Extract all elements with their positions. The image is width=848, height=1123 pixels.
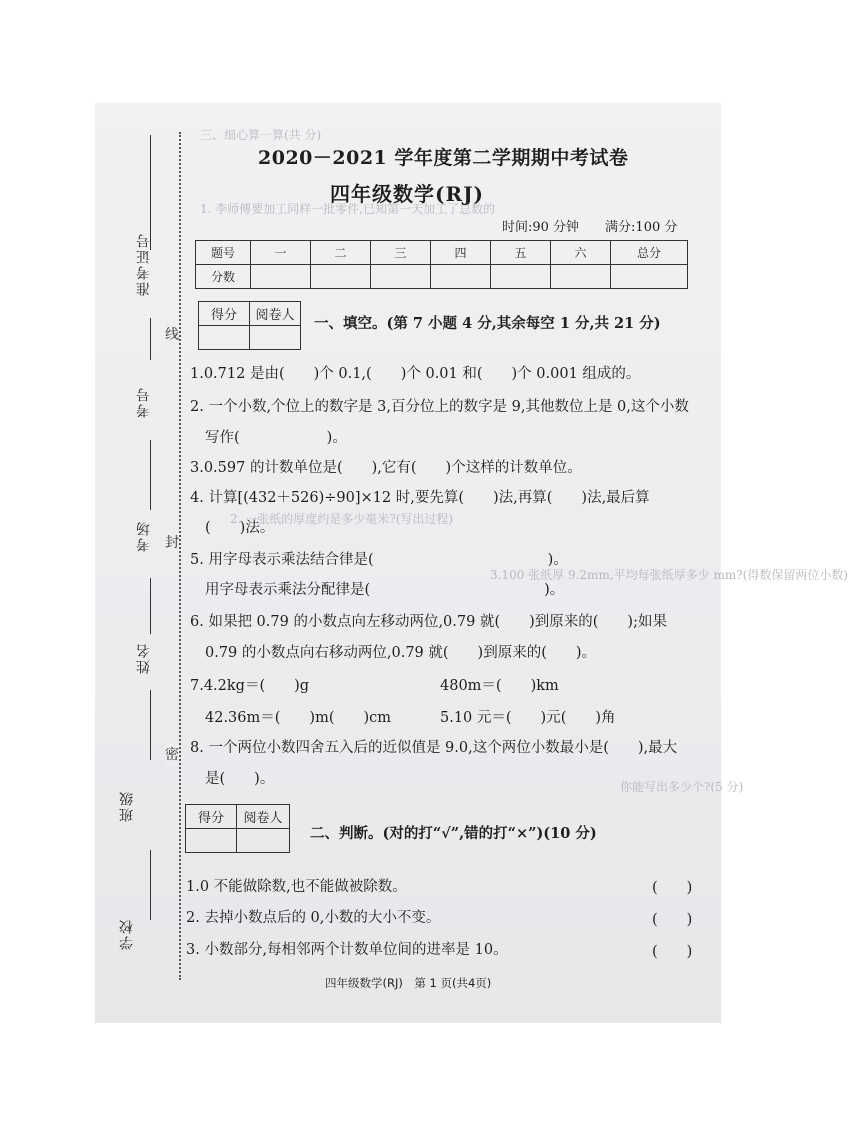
- question-2-1: 1.0 不能做除数,也不能做被除数。: [186, 879, 407, 895]
- question-1-7b-right: 5.10 元＝( )元( )角: [440, 710, 616, 726]
- section2-heading: 二、判断。(对的打“√”,错的打“×”)(10 分): [310, 825, 597, 842]
- grader-score-cell[interactable]: [199, 326, 250, 350]
- question-1-7a-right: 480m＝( )km: [440, 678, 559, 694]
- grader-box-section2: [185, 804, 290, 853]
- seat-line: [150, 318, 151, 360]
- seat-label: 考号: [136, 386, 152, 418]
- page-footer: 四年级数学(RJ) 第 1 页(共4页): [325, 976, 492, 990]
- grader-reviewer-cell[interactable]: [237, 829, 290, 853]
- score-input-cell[interactable]: [611, 265, 688, 289]
- question-1-7a-left: 7.4.2kg＝( )g: [190, 678, 310, 694]
- name-label: 姓名: [136, 642, 152, 674]
- answer-mark-2-3[interactable]: ( ): [652, 944, 693, 960]
- class-label: 班级: [119, 790, 135, 822]
- score-input-cell[interactable]: [491, 265, 551, 289]
- question-1-6b: 0.79 的小数点向右移动两位,0.79 就( )到原来的( )。: [205, 645, 597, 661]
- bleed-text: 2. 一张纸的厚度约是多少毫米?(写出过程): [230, 512, 454, 526]
- score-table-score-row: [196, 265, 688, 289]
- score-table-cell: 五: [491, 241, 551, 265]
- bleed-text: 三、细心算一算(共 分): [200, 128, 322, 142]
- score-table-cell: 一: [251, 241, 311, 265]
- question-1-4b: ( )法。: [205, 520, 275, 536]
- score-table-cell: 三: [371, 241, 431, 265]
- question-1-5a: 5. 用字母表示乘法结合律是( )。: [190, 552, 568, 568]
- bleed-text: 1. 李师傅要加工同样一批零件,已知第一天加工了总数的: [200, 202, 496, 216]
- question-1-7b-left: 42.36m＝( )m( )cm: [205, 710, 392, 726]
- question-1-4a: 4. 计算[(432＋526)÷90]×12 时,要先算( )法,再算( )法,最后算: [190, 490, 650, 506]
- score-table: [195, 240, 688, 289]
- score-table-cell: 四: [431, 241, 491, 265]
- seal-char-line: 线: [165, 322, 179, 346]
- exam-title: 2020－2021 学年度第二学期期中考试卷: [258, 147, 629, 169]
- section1-heading: 一、填空。(第 7 小题 4 分,其余每空 1 分,共 21 分): [314, 315, 661, 332]
- question-1-3: 3.0.597 的计数单位是( ),它有( )个这样的计数单位。: [190, 460, 582, 476]
- answer-mark-2-2[interactable]: ( ): [652, 912, 693, 928]
- grader-score-label: 得分: [199, 302, 250, 326]
- score-table-cell: 六: [551, 241, 611, 265]
- question-1-2a: 2. 一个小数,个位上的数字是 3,百分位上的数字是 9,其他数位上是 0,这个小数: [190, 399, 689, 415]
- bleed-text: 3.100 张纸厚 9.2mm,平均每张纸厚多少 mm?(得数保留两位小数): [490, 568, 848, 582]
- score-table-cell: 分数: [196, 265, 251, 289]
- grader-box-section1: [198, 301, 301, 350]
- bleed-text: 你能写出多少个?(5 分): [620, 780, 744, 794]
- exam-subtitle: 四年级数学(RJ): [330, 182, 485, 206]
- seal-char-dense: 密: [165, 742, 179, 766]
- seal-char-seal: 封: [165, 530, 179, 554]
- grader-reviewer-label: 阅卷人: [250, 302, 301, 326]
- question-2-2: 2. 去掉小数点后的 0,小数的大小不变。: [186, 910, 441, 926]
- score-table-cell: 题号: [196, 241, 251, 265]
- grader-reviewer-label: 阅卷人: [237, 805, 290, 829]
- question-2-3: 3. 小数部分,每相邻两个计数单位间的进率是 10。: [186, 942, 508, 958]
- ticket-label: 准考证号: [136, 232, 152, 296]
- school-line: [150, 850, 151, 920]
- school-label: 学校: [119, 918, 135, 950]
- question-1-8a: 8. 一个两位小数四舍五入后的近似值是 9.0,这个两位小数最小是( ),最大: [190, 740, 678, 756]
- class-line: [150, 690, 151, 760]
- grader-score-cell[interactable]: [186, 829, 237, 853]
- room-label: 考场: [136, 520, 152, 552]
- score-table-cell: 总分: [611, 241, 688, 265]
- room-line: [150, 440, 151, 510]
- score-table-header-row: [196, 241, 688, 265]
- name-line: [150, 578, 151, 634]
- question-1-5b: 用字母表示乘法分配律是( )。: [205, 582, 565, 598]
- grader-reviewer-cell[interactable]: [250, 326, 301, 350]
- score-input-cell[interactable]: [431, 265, 491, 289]
- seal-dotted-line: [179, 132, 181, 980]
- time-info: 时间:90 分钟 满分:100 分: [502, 220, 678, 235]
- question-1-1: 1.0.712 是由( )个 0.1,( )个 0.01 和( )个 0.001 组成的。: [190, 366, 641, 382]
- score-table-cell: 二: [311, 241, 371, 265]
- answer-mark-2-1[interactable]: ( ): [652, 880, 693, 896]
- question-1-6a: 6. 如果把 0.79 的小数点向左移动两位,0.79 就( )到原来的( );如果: [190, 614, 667, 630]
- score-input-cell[interactable]: [551, 265, 611, 289]
- question-1-2b: 写作( )。: [205, 430, 347, 446]
- question-1-8b: 是( )。: [205, 771, 275, 787]
- score-input-cell[interactable]: [311, 265, 371, 289]
- grader-score-label: 得分: [186, 805, 237, 829]
- score-input-cell[interactable]: [251, 265, 311, 289]
- score-input-cell[interactable]: [371, 265, 431, 289]
